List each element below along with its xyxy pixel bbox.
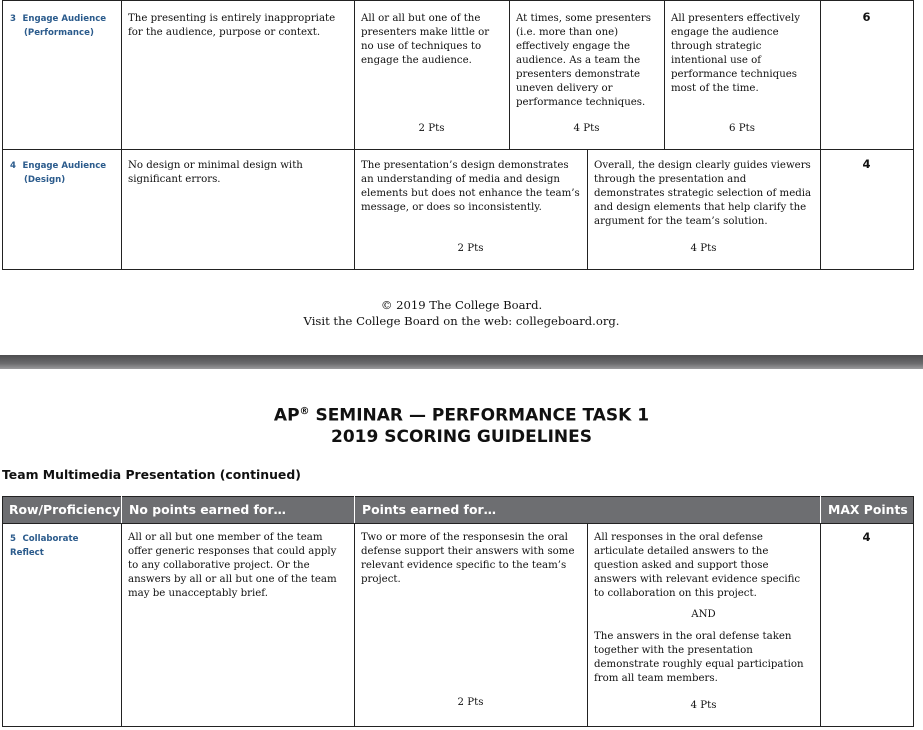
row-5-level-2-pts: 2 Pts <box>457 697 484 708</box>
header-points-earned: Points earned for… <box>355 497 820 523</box>
row-name-sub: (Performance) <box>24 28 94 38</box>
row-3-level-2: All or all but one of the presenters make little or no use of techniques to engage the audience. <box>361 13 490 66</box>
row-5-proficiency <box>2 532 121 560</box>
row-4-max-points: 4 <box>862 157 871 171</box>
row-5-max-points: 4 <box>862 530 871 544</box>
row-name-sub: (Design) <box>24 175 66 185</box>
row-5-level-4-and: AND <box>691 609 716 620</box>
row-4-proficiency <box>2 159 121 187</box>
row-5-no-points: All or all but one member of the team offer generic responses that could apply to any collaborative project. Or the answers by all or all but one of the team may be unacceptably brief. <box>128 532 337 599</box>
row-3-level-6: All presenters effectively engage the audience through strategic intentional use of performance techniques most of the time. <box>671 13 800 94</box>
page-footer <box>0 297 923 329</box>
row-number: 5 <box>10 534 16 544</box>
row-5-level-4-pts: 4 Pts <box>690 700 717 711</box>
header-row-proficiency: Row/Proficiency <box>2 497 121 523</box>
page-title <box>0 400 923 428</box>
title-ap: AP <box>273 405 300 426</box>
row-4-level-2: The presentation’s design demonstrates an understanding of media and design elements but does not enhance the team’s message, or does so inconsistently. <box>361 160 580 213</box>
row-3-no-points: The presenting is entirely inappropriate for the audience, purpose or context. <box>128 13 336 38</box>
row-name: Engage Audience <box>22 161 107 171</box>
row-4-level-4: Overall, the design clearly guides viewers through the presentation and demonstrates strategic selection of media and design elements that help clarify the argument for the team’s solution. <box>594 160 812 227</box>
row-4-level-2-pts: 2 Pts <box>457 243 484 254</box>
row-3-level-4-pts: 4 Pts <box>573 123 600 134</box>
row-number: 3 <box>10 14 16 24</box>
row-4-level-4-pts: 4 Pts <box>690 243 717 254</box>
row-number: 4 <box>10 161 16 171</box>
page-separator <box>0 355 923 369</box>
header-max-points: MAX Points <box>821 497 913 523</box>
row-3-proficiency <box>2 12 121 40</box>
section-heading: Team Multimedia Presentation (continued) <box>2 467 301 482</box>
row-name: Collaborate Reflect <box>10 534 79 558</box>
row-3-level-6-pts: 6 Pts <box>729 123 755 134</box>
row-3-level-2-pts: 2 Pts <box>418 123 445 134</box>
visit-text: Visit the College Board on the web: collegeboard.org. <box>303 314 620 328</box>
row-3-level-4: At times, some presenters (i.e. more than one) effectively engage the audience. As a team the presenters demonstrate uneven delivery or performance techniques. <box>516 13 652 108</box>
row-name: Engage Audience <box>22 14 107 24</box>
row-5-level-4-part-a: All responses in the oral defense articulate detailed answers to the question asked and support those answers with relevant evidence specific to collaboration on this project. <box>594 532 801 599</box>
page-subtitle: 2019 SCORING GUIDELINES <box>331 427 592 447</box>
row-4-no-points: No design or minimal design with significant errors. <box>128 160 303 185</box>
title-registered-mark: ® <box>299 406 310 417</box>
row-3-max-points: 6 <box>862 10 871 24</box>
row-5-level-4-part-b: The answers in the oral defense taken together with the presentation demonstrate roughly equal participation from all team members. <box>594 631 804 684</box>
copyright-text: © 2019 The College Board. <box>380 298 543 312</box>
row-5-level-2: Two or more of the responsesin the oral defense support their answers with some relevant evidence specific to the team’s project. <box>361 532 575 585</box>
title-rest: SEMINAR — PERFORMANCE TASK 1 <box>309 405 650 426</box>
header-no-points: No points earned for… <box>122 497 354 523</box>
